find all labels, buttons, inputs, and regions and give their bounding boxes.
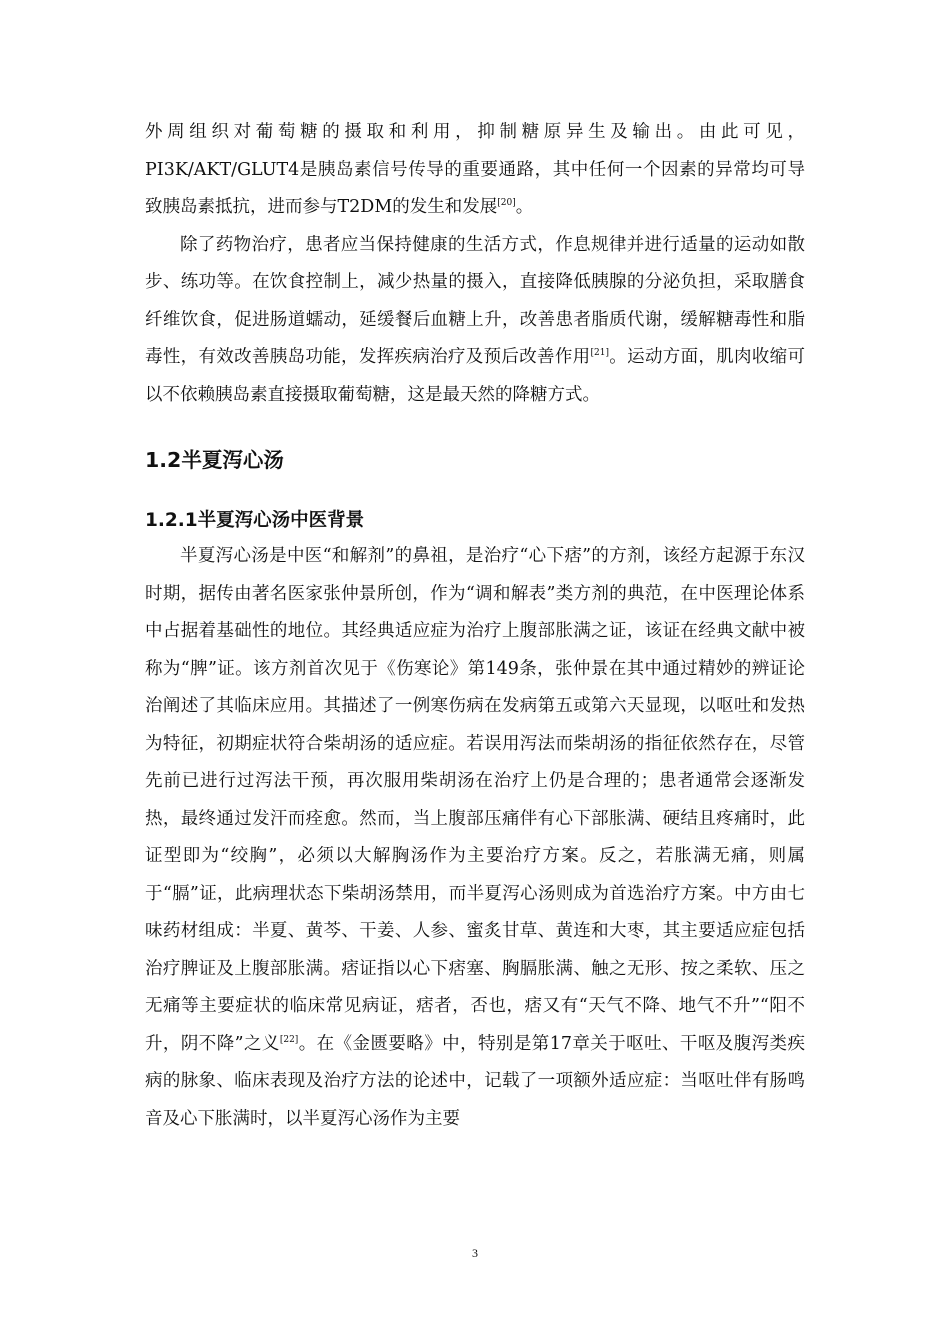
paragraph-text: 半夏泻心汤是中医“和解剂”的鼻祖，是治疗“心下痞”的方剂，该经方起源于东汉时期，据传由著名医家张仲景所创，作为“调和解表”类方剂的典范，在中医理论体系中占据着基础性的地位。其经典适应症为治疗上腹部胀满之证，该证在经典文献中被称为“脾”证。该方剂首次见于《伤寒论》第149条，张仲景在其中通过精妙的辨证论治阐述了其临床应用。其描述了一例寒伤病在发病第五或第六天显现，以呕吐和发热为特征，初期症状符合柴胡汤的适应症。若误用泻法而柴胡汤的指征依然存在，尽管先前已进行过泻法干预，再次服用柴胡汤在治疗上仍是合理的；患者通常会逐渐发热，最终通过发汗而痊愈。然而，当上腹部压痛伴有心下部胀满、硬结且疼痛时，此证型即为“绞胸”，必须以大解胸汤作为主要治疗方案。反之，若胀满无痛，则属于“膈”证，此病理状态下柴胡汤禁用，而半夏泻心汤则成为首选治疗方案。中方由七味药材组成：半夏、黄芩、干姜、人参、蜜炙甘草、黄连和大枣，其主要适应症包括治疗脾证及上腹部胀满。痞证指以心下痞塞、胸膈胀满、触之无形、按之柔软、压之无痛等主要症状的临床常见病证，痞者，否也，痞又有“天气不降、地气不升”“阳不升，阴不降”之义 <box>145 546 805 1054</box>
paragraph-pi3k-pathway <box>145 114 805 227</box>
citation-ref: [21] <box>590 348 609 359</box>
paragraph-text: 除了药物治疗，患者应当保持健康的生活方式，作息规律并进行适量的运动如散步、练功等。在饮食控制上，减少热量的摄入，直接降低胰腺的分泌负担，采取膳食纤维饮食，促进肠道蠕动，延缓餐后血糖上升，改善患者脂质代谢，缓解糖毒性和脂毒性，有效改善胰岛功能，发挥疾病治疗及预后改善作用 <box>145 234 805 367</box>
citation-ref: [22] <box>279 1034 299 1045</box>
paragraph-tail: 。 <box>515 197 534 217</box>
citation-ref: [20] <box>497 198 516 209</box>
paragraph-lifestyle <box>145 227 805 415</box>
section-heading: 1.2半夏泻心汤 <box>145 448 284 472</box>
page-number: 3 <box>472 1246 478 1260</box>
paragraph-text: 外周组织对葡萄糖的摄取和利用，抑制糖原异生及输出。由此可见，PI3K/AKT/GLUT4是胰岛素信号传导的重要通路，其中任何一个因素的异常均可导致胰岛素抵抗，进而参与T2DM的发生和发展 <box>145 122 805 217</box>
page-body <box>145 114 805 1138</box>
paragraph-tail: 。运动方面，肌肉收缩可以不依赖胰岛素直接摄取葡萄糖，这是最天然的降糖方式。 <box>145 347 806 405</box>
paragraph-banxia-background <box>145 538 805 1138</box>
subsection-heading: 1.2.1半夏泻心汤中医背景 <box>145 510 365 531</box>
paragraph-tail: 。在《金匮要略》中，特别是第17章关于呕吐、干呕及腹泻类疾病的脉象、临床表现及治疗方法的论述中，记载了一项额外适应症：当呕吐伴有肠鸣音及心下胀满时，以半夏泻心汤作为主要 <box>145 1033 805 1129</box>
